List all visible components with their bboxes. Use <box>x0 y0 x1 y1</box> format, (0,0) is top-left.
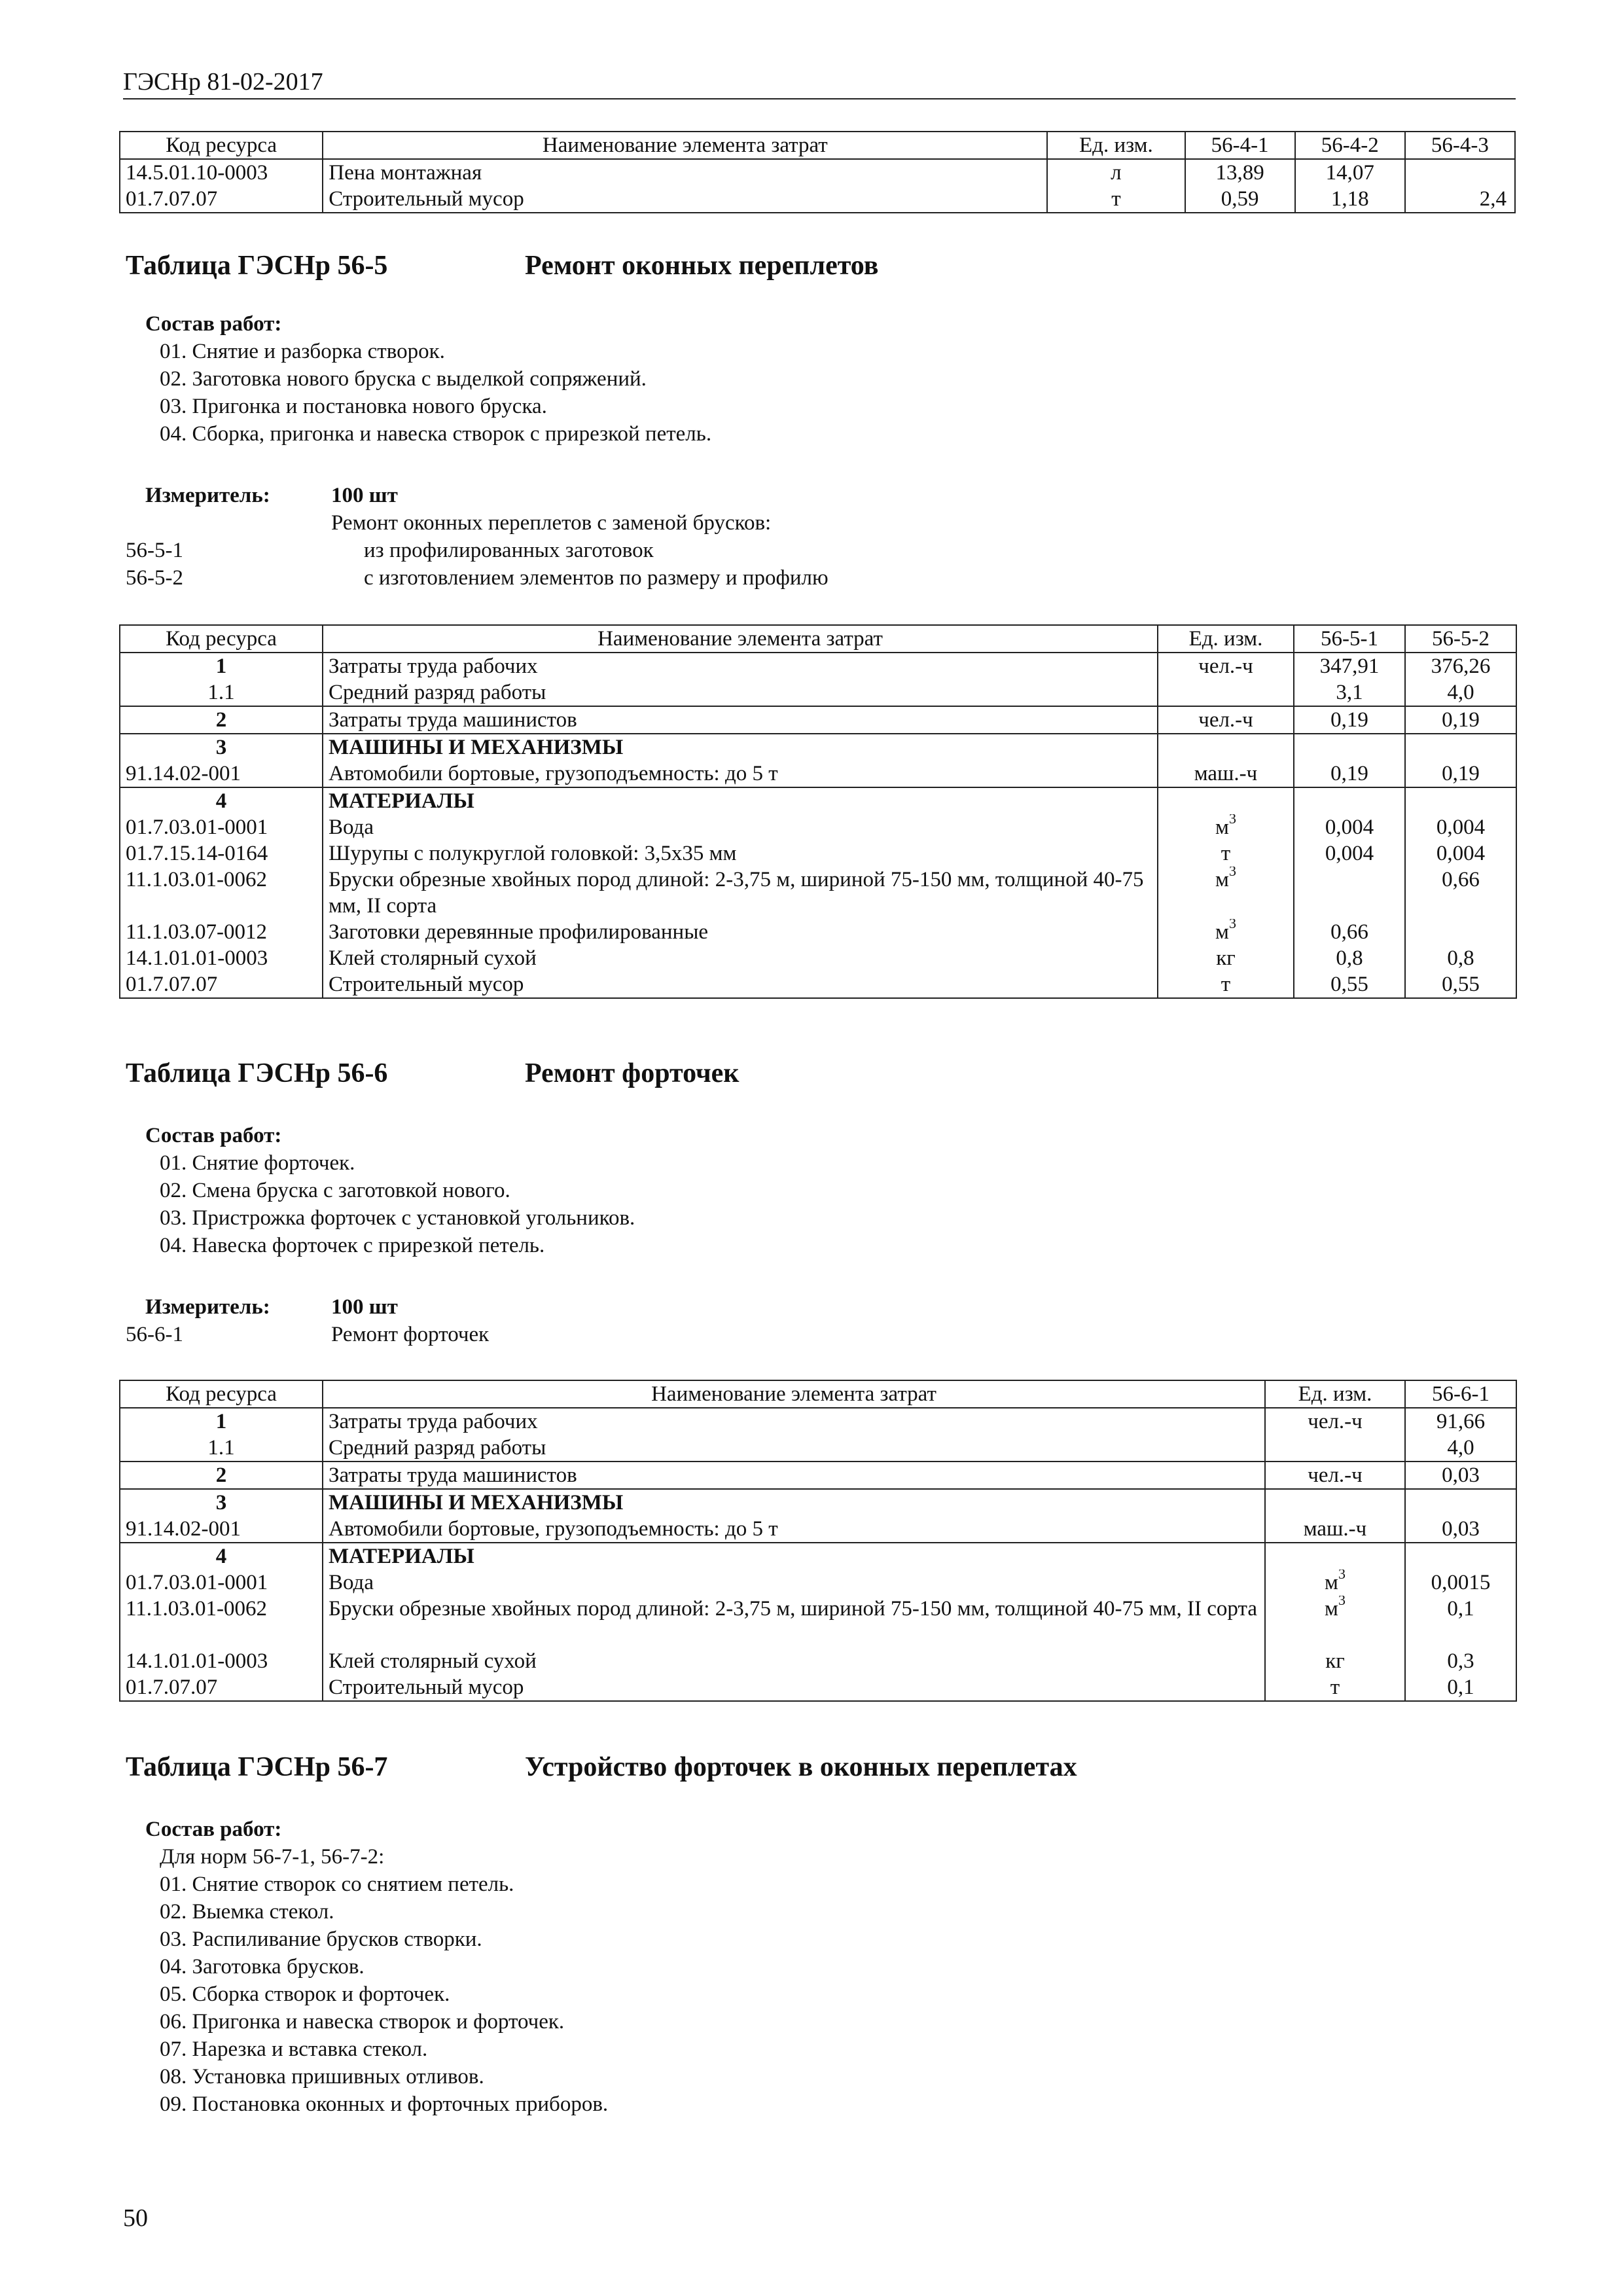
cell-name: Строительный мусор <box>323 186 1047 213</box>
cell-code: 01.7.15.14-0164 <box>120 840 323 867</box>
section-6-norm-text: Ремонт форточек <box>331 1323 490 1346</box>
cell-unit: т <box>1158 840 1294 867</box>
table-row <box>120 1435 1516 1462</box>
table-header-row <box>120 132 1515 159</box>
section-5-norm-text: с изготовлением элементов по размеру и профилю <box>364 566 829 590</box>
cell-value <box>1405 734 1516 761</box>
cell-code: 01.7.03.01-0001 <box>120 1570 323 1596</box>
cell-name: Средний разряд работы <box>323 1435 1265 1462</box>
cell-code: 01.7.07.07 <box>120 971 323 998</box>
section-5-meter-value: 100 шт <box>331 484 398 507</box>
cell-value: 0,19 <box>1294 761 1405 787</box>
section-5-work-item: 01. Снятие и разборка створок. <box>160 340 445 363</box>
page-number: 50 <box>123 2204 148 2232</box>
cell-value <box>1405 159 1515 186</box>
cell-value: 0,1 <box>1405 1596 1516 1648</box>
section-7-work-item: 05. Сборка створок и форточек. <box>160 1982 450 2006</box>
unit-superscript: 3 <box>1338 1570 1346 1582</box>
table-row <box>120 1674 1516 1701</box>
table-row <box>120 1570 1516 1596</box>
section-5-work-item: 03. Пригонка и постановка нового бруска. <box>160 395 547 418</box>
table-header-row <box>120 625 1516 653</box>
cell-value: 0,55 <box>1405 971 1516 998</box>
cell-name: Затраты труда рабочих <box>323 1408 1265 1435</box>
cell-name: Клей столярный сухой <box>323 1648 1265 1674</box>
cell-value: 0,004 <box>1405 840 1516 867</box>
cell-value: 0,03 <box>1405 1516 1516 1543</box>
cell-code: 2 <box>120 706 323 734</box>
cell-name: Строительный мусор <box>323 971 1158 998</box>
cell-name: МАШИНЫ И МЕХАНИЗМЫ <box>323 734 1158 761</box>
table-row <box>120 1596 1516 1648</box>
section-6-meter-value: 100 шт <box>331 1295 398 1319</box>
cell-value: 0,66 <box>1294 919 1405 945</box>
section-6-title: Ремонт форточек <box>525 1058 740 1088</box>
table-row <box>120 734 1516 761</box>
table-row <box>120 814 1516 840</box>
cell-name: Затраты труда машинистов <box>323 1462 1265 1489</box>
cell-unit: маш.-ч <box>1265 1516 1405 1543</box>
header-rule <box>123 98 1516 99</box>
col-header-code: Код ресурса <box>120 132 323 159</box>
col-header-unit: Ед. изм. <box>1047 132 1185 159</box>
col-header-norm: 56-5-1 <box>1294 625 1405 653</box>
col-header-norm: 56-4-2 <box>1295 132 1405 159</box>
section-7-table-label: Таблица ГЭСНр 56-7 <box>126 1752 388 1782</box>
cell-code: 01.7.07.07 <box>120 186 323 213</box>
section-7-work-item: 04. Заготовка брусков. <box>160 1955 365 1979</box>
cell-code: 4 <box>120 1543 323 1570</box>
cell-value: 0,004 <box>1294 814 1405 840</box>
section-5-norm-text: из профилированных заготовок <box>364 539 654 562</box>
table-row <box>120 159 1515 186</box>
cell-unit <box>1158 679 1294 706</box>
cell-unit: т <box>1047 186 1185 213</box>
col-header-name: Наименование элемента затрат <box>323 132 1047 159</box>
section-5-norm-code: 56-5-2 <box>126 566 183 590</box>
section-7-work-item: 09. Постановка оконных и форточных приборов. <box>160 2092 609 2116</box>
col-header-unit: Ед. изм. <box>1158 625 1294 653</box>
cell-unit <box>1265 1489 1405 1516</box>
table-header-row <box>120 1380 1516 1408</box>
section-6-work-item: 02. Смена бруска с заготовкой нового. <box>160 1179 510 1202</box>
cell-value: 0,1 <box>1405 1674 1516 1701</box>
table-row <box>120 1516 1516 1543</box>
cell-value: 3,1 <box>1294 679 1405 706</box>
cell-value: 0,004 <box>1405 814 1516 840</box>
cell-value: 4,0 <box>1405 679 1516 706</box>
cell-code: 1 <box>120 1408 323 1435</box>
table-row <box>120 1489 1516 1516</box>
col-header-unit: Ед. изм. <box>1265 1380 1405 1408</box>
cell-unit: чел.-ч <box>1265 1462 1405 1489</box>
cell-code: 3 <box>120 1489 323 1516</box>
cell-value: 0,3 <box>1405 1648 1516 1674</box>
cell-unit <box>1158 787 1294 814</box>
section-5-meter-label: Измеритель: <box>145 484 270 507</box>
cell-unit <box>1265 1570 1405 1596</box>
unit-superscript: 3 <box>1338 1596 1346 1608</box>
cell-code: 01.7.07.07 <box>120 1674 323 1701</box>
cell-unit <box>1265 1435 1405 1462</box>
section-7-work-item: 06. Пригонка и навеска створок и форточек. <box>160 2010 565 2034</box>
cell-value: 0,19 <box>1405 761 1516 787</box>
table-row <box>120 840 1516 867</box>
cell-value <box>1294 867 1405 919</box>
cell-name: Шурупы с полукруглой головкой: 3,5x35 мм <box>323 840 1158 867</box>
col-header-norm: 56-5-2 <box>1405 625 1516 653</box>
section-5-work-item: 02. Заготовка нового бруска с выделкой сопряжений. <box>160 367 647 391</box>
cell-value: 0,8 <box>1294 945 1405 971</box>
cell-value: 0,19 <box>1294 706 1405 734</box>
cell-unit: чел.-ч <box>1158 653 1294 679</box>
cell-code: 11.1.03.07-0012 <box>120 919 323 945</box>
section-6-table-label: Таблица ГЭСНр 56-6 <box>126 1058 388 1088</box>
cell-name: Средний разряд работы <box>323 679 1158 706</box>
section-7-work-item: 03. Распиливание брусков створки. <box>160 1928 482 1951</box>
cell-name: Заготовки деревянные профилированные <box>323 919 1158 945</box>
cell-value: 0,8 <box>1405 945 1516 971</box>
section-5-table-label: Таблица ГЭСНр 56-5 <box>126 251 388 281</box>
table-56-4-continuation <box>119 131 1516 213</box>
cell-value: 0,004 <box>1294 840 1405 867</box>
cell-value: 0,55 <box>1294 971 1405 998</box>
col-header-code: Код ресурса <box>120 1380 323 1408</box>
col-header-norm: 56-4-3 <box>1405 132 1515 159</box>
table-row <box>120 919 1516 945</box>
cell-code: 14.1.01.01-0003 <box>120 1648 323 1674</box>
cell-name: Затраты труда рабочих <box>323 653 1158 679</box>
section-5-title: Ремонт оконных переплетов <box>525 251 879 281</box>
cell-value: 1,18 <box>1295 186 1405 213</box>
cell-value: 0,66 <box>1405 867 1516 919</box>
unit-text: м <box>1325 1597 1338 1621</box>
cell-value: 0,0015 <box>1405 1570 1516 1596</box>
cell-unit: т <box>1158 971 1294 998</box>
cell-code: 91.14.02-001 <box>120 761 323 787</box>
cell-unit: кг <box>1158 945 1294 971</box>
cell-name: Автомобили бортовые, грузоподъемность: до 5 т <box>323 1516 1265 1543</box>
unit-superscript: 3 <box>1228 867 1236 879</box>
section-5-work-item: 04. Сборка, пригонка и навеска створок с прирезкой петель. <box>160 422 712 446</box>
table-56-6 <box>119 1380 1517 1702</box>
cell-code: 91.14.02-001 <box>120 1516 323 1543</box>
unit-superscript: 3 <box>1228 814 1236 827</box>
cell-value <box>1294 734 1405 761</box>
cell-code: 3 <box>120 734 323 761</box>
cell-value: 2,4 <box>1405 186 1515 213</box>
cell-value <box>1405 1543 1516 1570</box>
col-header-code: Код ресурса <box>120 625 323 653</box>
cell-value: 13,89 <box>1185 159 1295 186</box>
section-5-works-label: Состав работ: <box>145 312 282 336</box>
cell-code: 11.1.03.01-0062 <box>120 1596 323 1648</box>
section-6-work-item: 04. Навеска форточек с прирезкой петель. <box>160 1234 545 1257</box>
cell-name: МАТЕРИАЛЫ <box>323 787 1158 814</box>
cell-code: 14.1.01.01-0003 <box>120 945 323 971</box>
cell-code: 1.1 <box>120 1435 323 1462</box>
table-row <box>120 971 1516 998</box>
cell-unit <box>1158 919 1294 945</box>
section-7-work-item: 07. Нарезка и вставка стекол. <box>160 2037 428 2061</box>
table-row <box>120 787 1516 814</box>
section-7-norms-for: Для норм 56-7-1, 56-7-2: <box>160 1845 385 1869</box>
cell-code: 11.1.03.01-0062 <box>120 867 323 919</box>
table-row <box>120 653 1516 679</box>
cell-name: Строительный мусор <box>323 1674 1265 1701</box>
cell-value: 14,07 <box>1295 159 1405 186</box>
cell-value <box>1405 1489 1516 1516</box>
cell-value: 376,26 <box>1405 653 1516 679</box>
page-header-title: ГЭСНр 81-02-2017 <box>123 68 323 96</box>
unit-text: м <box>1215 920 1229 944</box>
cell-value: 0,59 <box>1185 186 1295 213</box>
cell-name: Клей столярный сухой <box>323 945 1158 971</box>
table-row <box>120 1648 1516 1674</box>
table-row <box>120 945 1516 971</box>
cell-value <box>1405 919 1516 945</box>
section-7-work-item: 02. Выемка стекол. <box>160 1900 334 1924</box>
section-6-works-label: Состав работ: <box>145 1124 282 1147</box>
cell-name: Бруски обрезные хвойных пород длиной: 2-3,75 м, шириной 75-150 мм, толщиной 40-75 мм, II сорта <box>323 867 1158 919</box>
cell-name: Вода <box>323 1570 1265 1596</box>
cell-unit: кг <box>1265 1648 1405 1674</box>
cell-name: МАТЕРИАЛЫ <box>323 1543 1265 1570</box>
section-7-work-item: 08. Установка пришивных отливов. <box>160 2065 484 2089</box>
cell-unit: чел.-ч <box>1265 1408 1405 1435</box>
cell-unit: чел.-ч <box>1158 706 1294 734</box>
cell-value <box>1294 787 1405 814</box>
table-row <box>120 679 1516 706</box>
col-header-name: Наименование элемента затрат <box>323 625 1158 653</box>
cell-value: 91,66 <box>1405 1408 1516 1435</box>
unit-text: м <box>1325 1571 1338 1594</box>
table-row <box>120 867 1516 919</box>
section-6-work-item: 03. Пристрожка форточек с установкой угольников. <box>160 1206 635 1230</box>
table-row <box>120 1543 1516 1570</box>
col-header-norm: 56-4-1 <box>1185 132 1295 159</box>
cell-code: 4 <box>120 787 323 814</box>
cell-value: 0,03 <box>1405 1462 1516 1489</box>
cell-code: 01.7.03.01-0001 <box>120 814 323 840</box>
section-7-title: Устройство форточек в оконных переплетах <box>525 1752 1077 1782</box>
cell-code: 14.5.01.10-0003 <box>120 159 323 186</box>
unit-text: м <box>1215 868 1229 891</box>
cell-value: 0,19 <box>1405 706 1516 734</box>
section-6-work-item: 01. Снятие форточек. <box>160 1151 355 1175</box>
cell-value <box>1405 787 1516 814</box>
section-5-norm-code: 56-5-1 <box>126 539 183 562</box>
cell-unit <box>1158 814 1294 840</box>
table-row <box>120 761 1516 787</box>
table-row <box>120 1408 1516 1435</box>
cell-name: Пена монтажная <box>323 159 1047 186</box>
cell-unit <box>1158 734 1294 761</box>
section-7-work-item: 01. Снятие створок со снятием петель. <box>160 1873 514 1896</box>
cell-code: 1 <box>120 653 323 679</box>
cell-unit: т <box>1265 1674 1405 1701</box>
cell-name: Автомобили бортовые, грузоподъемность: до 5 т <box>323 761 1158 787</box>
cell-code: 2 <box>120 1462 323 1489</box>
table-row <box>120 706 1516 734</box>
col-header-norm: 56-6-1 <box>1405 1380 1516 1408</box>
cell-unit <box>1158 867 1294 919</box>
cell-unit: маш.-ч <box>1158 761 1294 787</box>
section-6-norm-code: 56-6-1 <box>126 1323 183 1346</box>
cell-name: МАШИНЫ И МЕХАНИЗМЫ <box>323 1489 1265 1516</box>
cell-unit <box>1265 1543 1405 1570</box>
cell-name: Вода <box>323 814 1158 840</box>
cell-name: Бруски обрезные хвойных пород длиной: 2-3,75 м, шириной 75-150 мм, толщиной 40-75 мм, II сорта <box>323 1596 1265 1648</box>
table-row <box>120 1462 1516 1489</box>
table-56-5 <box>119 624 1517 999</box>
section-6-meter-label: Измеритель: <box>145 1295 270 1319</box>
section-5-norm-intro: Ремонт оконных переплетов с заменой брусков: <box>331 511 772 535</box>
cell-name: Затраты труда машинистов <box>323 706 1158 734</box>
cell-value: 347,91 <box>1294 653 1405 679</box>
cell-value: 4,0 <box>1405 1435 1516 1462</box>
table-row <box>120 186 1515 213</box>
unit-text: м <box>1215 816 1229 839</box>
section-7-works-label: Состав работ: <box>145 1818 282 1841</box>
cell-unit: л <box>1047 159 1185 186</box>
cell-unit <box>1265 1596 1405 1648</box>
unit-superscript: 3 <box>1228 919 1236 931</box>
col-header-name: Наименование элемента затрат <box>323 1380 1265 1408</box>
cell-code: 1.1 <box>120 679 323 706</box>
